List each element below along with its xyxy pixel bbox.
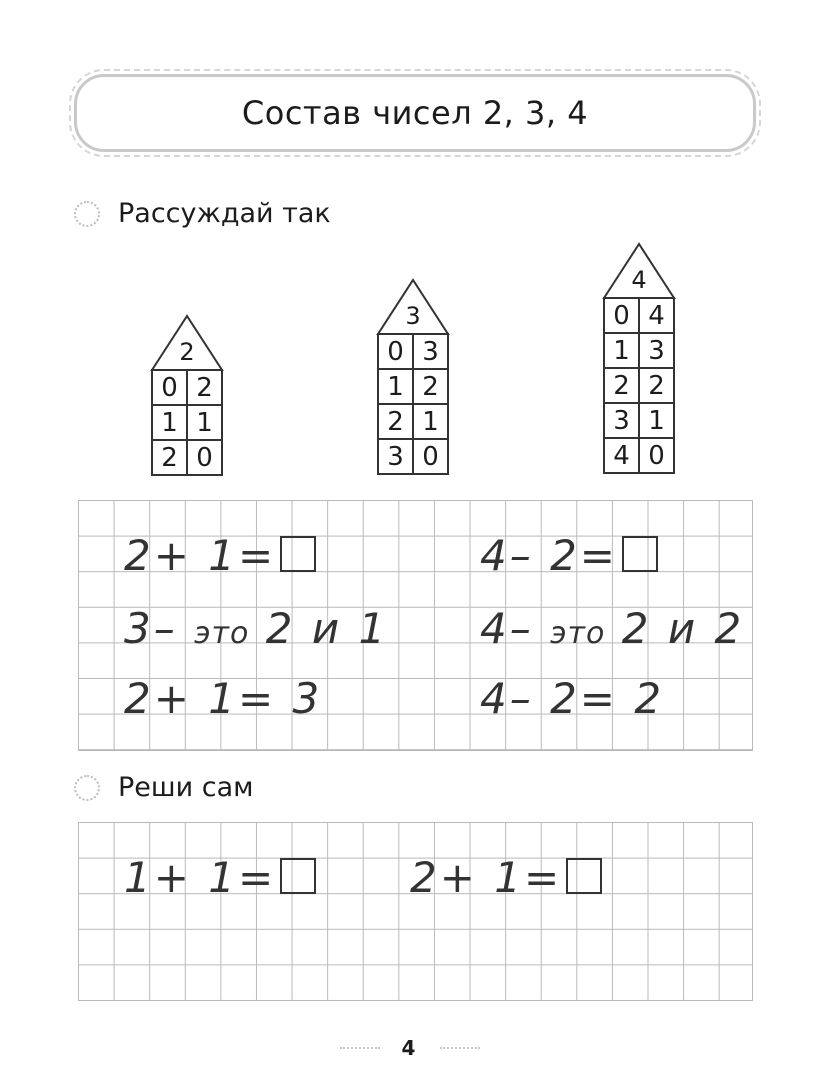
page-number-divider-right bbox=[440, 1047, 480, 1049]
house-cell: 3 bbox=[422, 336, 439, 367]
example-left-expr1: 2+ 1= bbox=[124, 531, 277, 580]
house-cell: 2 bbox=[422, 371, 439, 402]
answer-box[interactable] bbox=[280, 858, 316, 894]
example-left-term: 3– bbox=[124, 604, 178, 653]
section-reason-label: Рассуждай так bbox=[118, 198, 331, 229]
house-cell: 2 bbox=[613, 370, 630, 401]
section-reason bbox=[74, 198, 331, 229]
example-left-word: это bbox=[194, 616, 250, 651]
house-cell: 4 bbox=[613, 440, 630, 471]
exercise-2-expr: 2+ 1= bbox=[410, 853, 563, 902]
section-solve-label: Реши сам bbox=[118, 772, 254, 803]
example-left-line1 bbox=[124, 531, 316, 580]
house-cell: 2 bbox=[161, 442, 178, 473]
answer-box[interactable] bbox=[622, 536, 658, 572]
house-cell: 3 bbox=[613, 405, 630, 436]
house-cell: 3 bbox=[387, 441, 404, 472]
house-cell: 2 bbox=[387, 406, 404, 437]
exercise-1 bbox=[124, 853, 316, 902]
house-cell: 1 bbox=[613, 335, 630, 366]
house-cell: 4 bbox=[648, 300, 665, 331]
exercise-grid bbox=[78, 822, 753, 1001]
number-house-2 bbox=[152, 316, 224, 478]
page-title: Состав чисел 2, 3, 4 bbox=[241, 94, 589, 132]
house-cell: 1 bbox=[161, 407, 178, 438]
house-cell: 2 bbox=[196, 372, 213, 403]
example-right-line3: 4– 2= 2 bbox=[480, 674, 665, 723]
example-right-expr1: 4– 2= bbox=[480, 531, 618, 580]
answer-box[interactable] bbox=[280, 536, 316, 572]
number-house-4 bbox=[604, 244, 676, 478]
house-cell: 0 bbox=[422, 441, 439, 472]
circle-bullet-icon bbox=[74, 201, 100, 227]
house-cell: 3 bbox=[648, 335, 665, 366]
example-right-term: 4– bbox=[480, 604, 534, 653]
house-cell: 0 bbox=[648, 440, 665, 471]
example-left-line2 bbox=[124, 604, 389, 653]
page-number: 4 bbox=[401, 1036, 416, 1060]
example-right-word: это bbox=[550, 616, 606, 651]
house-roof-number: 3 bbox=[405, 302, 421, 330]
house-cell: 0 bbox=[161, 372, 178, 403]
exercise-1-expr: 1+ 1= bbox=[124, 853, 277, 902]
house-cell: 2 bbox=[648, 370, 665, 401]
title-banner bbox=[74, 74, 756, 152]
house-roof-number: 4 bbox=[631, 266, 647, 294]
example-left-line3: 2+ 1= 3 bbox=[124, 674, 323, 723]
house-cell: 1 bbox=[648, 405, 665, 436]
example-right-parts: 2 и 2 bbox=[621, 604, 745, 653]
house-cell: 0 bbox=[613, 300, 630, 331]
section-solve bbox=[74, 772, 254, 803]
house-cell: 0 bbox=[387, 336, 404, 367]
answer-box[interactable] bbox=[566, 858, 602, 894]
exercise-2 bbox=[410, 853, 602, 902]
house-roof-number: 2 bbox=[179, 338, 195, 366]
example-right-line1 bbox=[480, 531, 658, 580]
house-cell: 1 bbox=[196, 407, 213, 438]
house-cell: 0 bbox=[196, 442, 213, 473]
example-left-parts: 2 и 1 bbox=[265, 604, 389, 653]
example-right-line2 bbox=[480, 604, 745, 653]
circle-bullet-icon bbox=[74, 775, 100, 801]
house-cell: 1 bbox=[387, 371, 404, 402]
house-cell: 1 bbox=[422, 406, 439, 437]
number-house-3 bbox=[378, 280, 450, 478]
